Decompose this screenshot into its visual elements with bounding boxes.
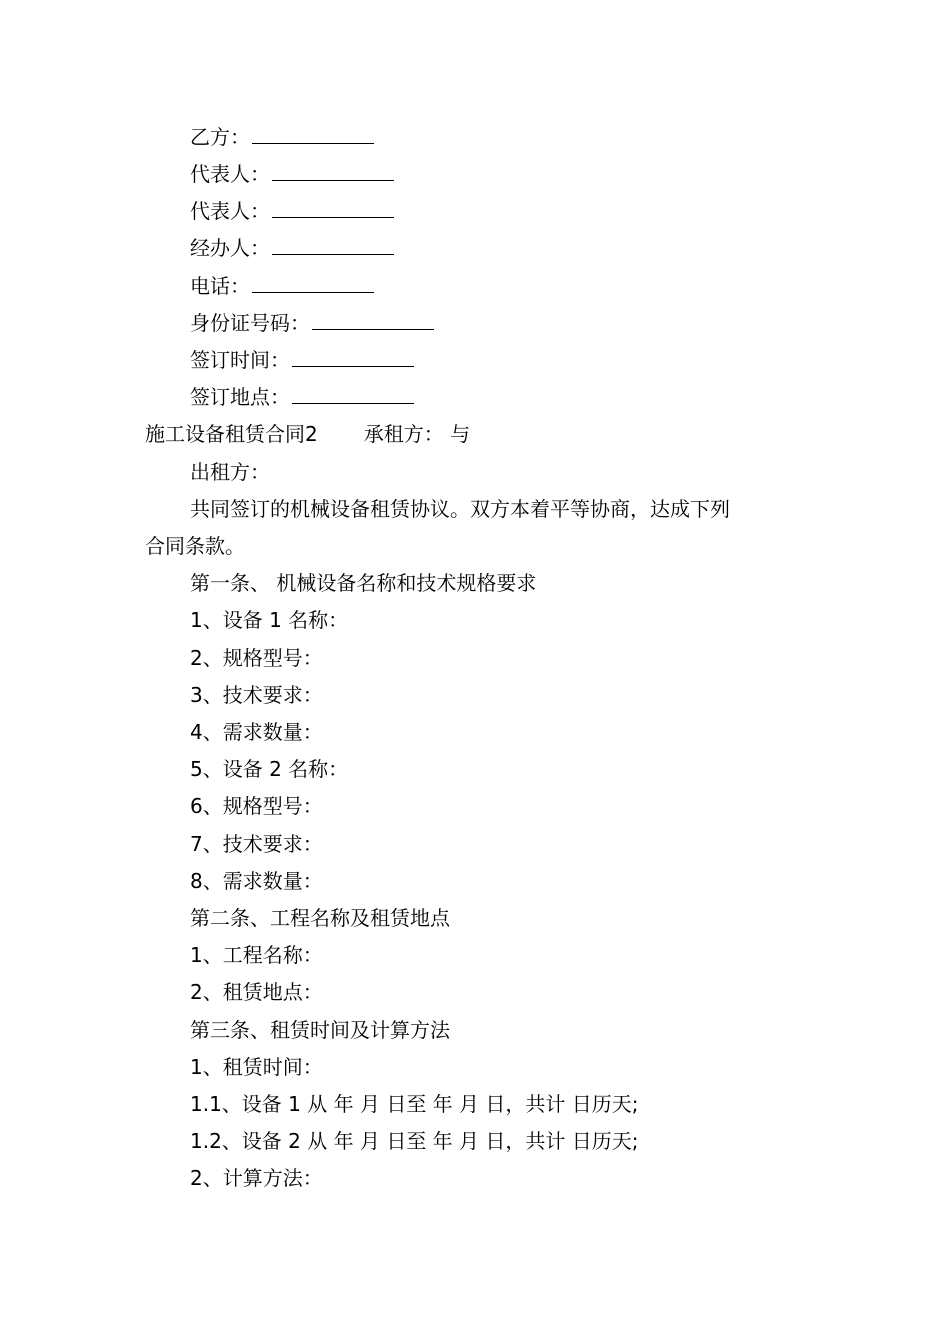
article1-item-8: 8、需求数量： [190,869,323,893]
signing-place-line [190,384,414,410]
id-number-blank [312,311,434,330]
article1-item-4: 4、需求数量： [190,720,323,744]
id-number-label: 身份证号码： [190,311,310,335]
phone-line [190,273,374,299]
representative-line-2 [190,198,394,224]
agent-blank [272,236,394,255]
article2-item-1: 1、工程名称： [190,943,323,967]
article1-item-6: 6、规格型号： [190,794,323,818]
lessor-line [190,459,270,485]
intro-line-1: 共同签订的机械设备租赁协议。双方本着平等协商，达成下列 [190,497,730,521]
party-b-label: 乙方： [190,125,250,149]
article3-item-1: 1、租赁时间： [190,1055,323,1079]
party-b-blank [252,125,374,144]
lessor-label: 出租方： [190,460,270,484]
article2-title: 第二条、工程名称及租赁地点 [190,906,450,930]
article3-item-3: 1.2、设备 2 从 年 月 日至 年 月 日，共计 日历天; [190,1129,639,1153]
agent-line [190,235,394,261]
contract2-heading-line [145,421,470,447]
article3-title: 第三条、租赁时间及计算方法 [190,1018,450,1042]
article1-item-2: 2、规格型号： [190,646,323,670]
article2-item-2: 2、租赁地点： [190,980,323,1004]
contract2-heading: 施工设备租赁合同2 [145,422,318,446]
lessee-label: 承租方： 与 [363,422,471,446]
intro-line-2: 合同条款。 [145,534,245,558]
article1-item-1: 1、设备 1 名称： [190,608,349,632]
phone-label: 电话： [190,274,250,298]
representative-blank-2 [272,199,394,218]
agent-label: 经办人： [190,236,270,260]
representative-blank-1 [272,162,394,181]
signing-place-blank [292,385,414,404]
signing-time-line [190,347,414,373]
article1-item-7: 7、技术要求： [190,832,323,856]
representative-label-2: 代表人： [190,199,270,223]
signing-time-blank [292,348,414,367]
article3-item-2: 1.1、设备 1 从 年 月 日至 年 月 日，共计 日历天; [190,1092,639,1116]
party-b-line [190,124,374,150]
phone-blank [252,274,374,293]
id-number-line [190,310,434,336]
representative-label-1: 代表人： [190,162,270,186]
article3-item-4: 2、计算方法： [190,1166,323,1190]
representative-line-1 [190,161,394,187]
signing-time-label: 签订时间： [190,348,290,372]
article1-item-5: 5、设备 2 名称： [190,757,349,781]
article1-item-3: 3、技术要求： [190,683,323,707]
article1-title: 第一条、 机械设备名称和技术规格要求 [190,571,537,595]
signing-place-label: 签订地点： [190,385,290,409]
